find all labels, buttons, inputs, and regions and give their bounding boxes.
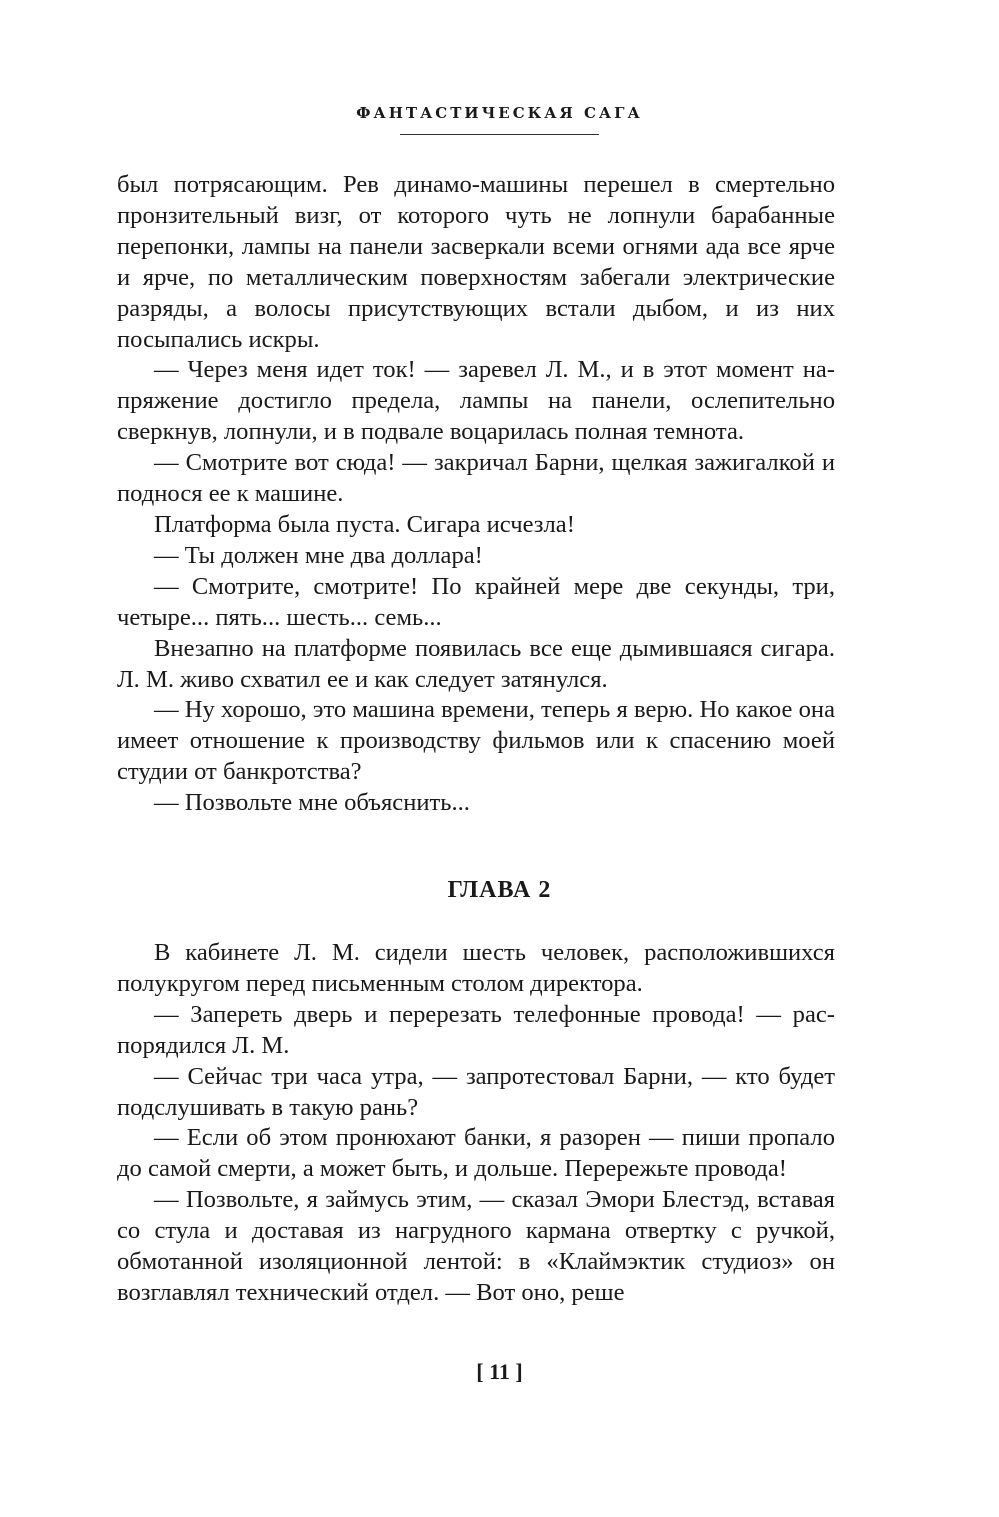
- paragraph: был потрясающим. Рев динамо-машины перешел в смертельно пронзительный визг, от которого чуть не лопнули барабанные перепонки, лампы на панели засверкали всеми огнями ада все ярче и ярче, по металлическим поверхностям забегали электрические разряды, а волосы присутствующих встали дыбом, и из них посыпались искры.: [117, 171, 835, 353]
- paragraph: — Запереть дверь и перерезать телефонные провода! — распорядился Л. М.: [117, 1000, 835, 1059]
- paragraph: — Смотрите вот сюда! — закричал Барни, щелкая зажигалкой и поднося ее к машине.: [117, 449, 835, 508]
- paragraph: — Смотрите, смотрите! По крайней мере две секунды, три, четыре... пять... шесть... семь...: [117, 572, 835, 631]
- chapter-title: ГЛАВА 2: [447, 877, 552, 903]
- text-block-2: [117, 938, 835, 1309]
- paragraph: — Сейчас три часа утра, — запротестовал Барни, — кто будет подслушивать в такую рань?: [117, 1062, 835, 1121]
- paragraph: — Позвольте, я займусь этим, — сказал Эмори Блестэд, вставая со стула и доставая из нагрудного кармана отвертку с ручкой, обмотанной изоляционной лентой: в «Клаймэктик студиоз» он возглавлял технический отдел. — Вот оно, реше: [117, 1186, 835, 1306]
- paragraph: — Позвольте мне объяснить...: [154, 789, 470, 817]
- paragraph: Внезапно на платформе появилась все еще дымившаяся сигара. Л. М. живо схватил ее и как следует затянулся.: [117, 634, 835, 693]
- paragraph: В кабинете Л. М. сидели шесть человек, расположившихся полукругом перед письменным столом директора.: [117, 939, 835, 997]
- running-head-rule: [400, 134, 599, 135]
- paragraph: — Через меня идет ток! — заревел Л. М., и в этот момент напряжение достигло предела, лампы на панели, ослепительно сверкнув, лопнули, и в подвале воцарилась полная темнота.: [117, 356, 835, 446]
- text-block-1: [117, 170, 835, 819]
- paragraph: — Ты должен мне два доллара!: [154, 541, 483, 569]
- running-head: ФАНТАСТИЧЕСКАЯ САГА: [356, 104, 643, 122]
- paragraph: Платформа была пуста. Сигара исчезла!: [154, 510, 575, 538]
- page-number: [ 11 ]: [476, 1359, 523, 1384]
- paragraph: — Ну хорошо, это машина времени, теперь я верю. Но какое она имеет отношение к производству фильмов или к спасению моей студии от банкротства?: [117, 696, 835, 786]
- paragraph: — Если об этом пронюхают банки, я разорен — пиши пропало до самой смерти, а может быть, и дольше. Перережьте провода!: [117, 1124, 835, 1183]
